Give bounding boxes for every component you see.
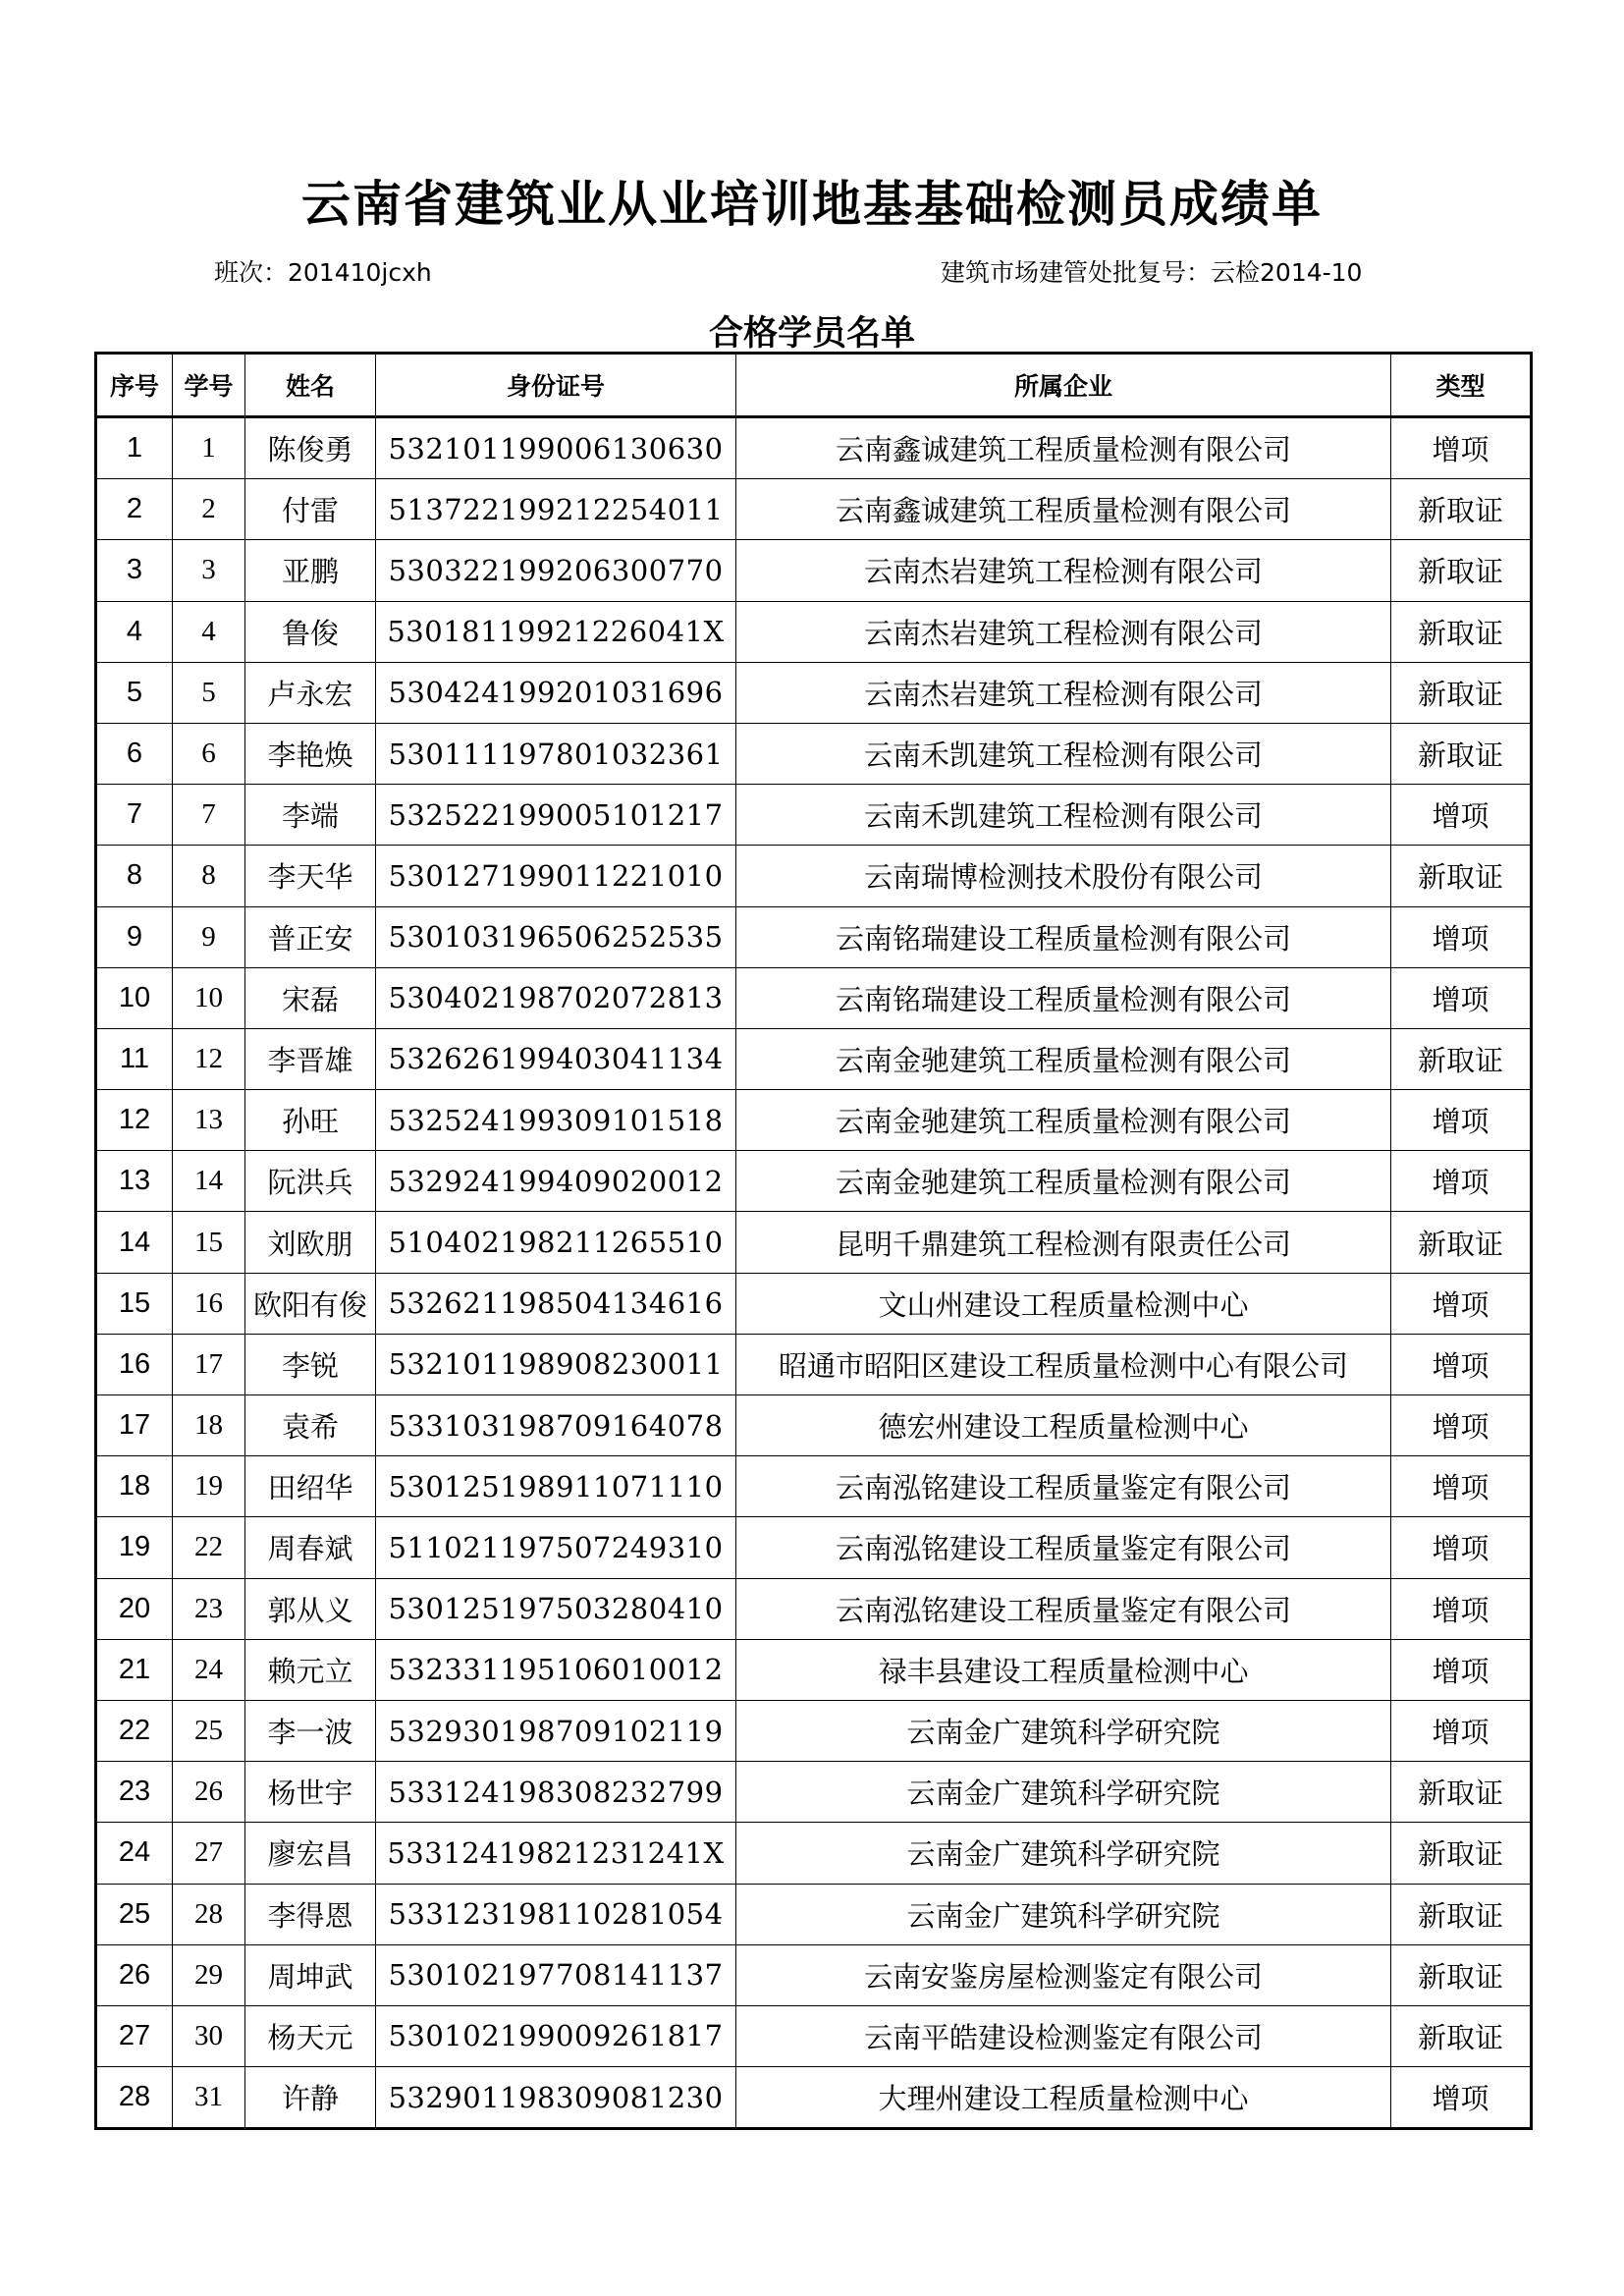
cell-company: 云南金广建筑科学研究院 <box>736 1762 1391 1823</box>
cell-id-number: 532924199409020012 <box>376 1151 736 1212</box>
cell-company: 云南泓铭建设工程质量鉴定有限公司 <box>736 1456 1391 1517</box>
cell-type: 新取证 <box>1391 723 1532 784</box>
cell-id-number: 532621198504134616 <box>376 1273 736 1334</box>
cell-type: 新取证 <box>1391 1762 1532 1823</box>
approval-label: 建筑市场建管处批复号：云检2014-10 <box>941 258 1363 287</box>
cell-name: 李锐 <box>245 1334 376 1394</box>
table-row <box>96 2005 1532 2066</box>
cell-company: 云南杰岩建筑工程检测有限公司 <box>736 540 1391 601</box>
table-row <box>96 1700 1532 1761</box>
header-row <box>96 354 1532 417</box>
cell-type: 增项 <box>1391 785 1532 846</box>
cell-id-number: 530424199201031696 <box>376 662 736 723</box>
cell-type: 新取证 <box>1391 1212 1532 1273</box>
cell-type: 增项 <box>1391 417 1532 479</box>
cell-student-no: 30 <box>173 2005 245 2066</box>
cell-student-no: 16 <box>173 1273 245 1334</box>
cell-company: 云南禾凯建筑工程检测有限公司 <box>736 785 1391 846</box>
cell-type: 新取证 <box>1391 540 1532 601</box>
cell-student-no: 18 <box>173 1395 245 1456</box>
table-row <box>96 1823 1532 1884</box>
cell-name: 许静 <box>245 2067 376 2129</box>
cell-seq: 27 <box>96 2005 173 2066</box>
cell-student-no: 22 <box>173 1517 245 1578</box>
header-company: 所属企业 <box>736 354 1391 417</box>
cell-type: 增项 <box>1391 2067 1532 2129</box>
table-row <box>96 1578 1532 1639</box>
cell-id-number: 530402198702072813 <box>376 967 736 1028</box>
cell-company: 云南鑫诚建筑工程质量检测有限公司 <box>736 417 1391 479</box>
cell-type: 增项 <box>1391 1273 1532 1334</box>
cell-company: 云南鑫诚建筑工程质量检测有限公司 <box>736 479 1391 540</box>
cell-company: 云南金广建筑科学研究院 <box>736 1700 1391 1761</box>
cell-id-number: 533123198110281054 <box>376 1884 736 1944</box>
cell-seq: 23 <box>96 1762 173 1823</box>
cell-type: 新取证 <box>1391 1944 1532 2005</box>
cell-company: 德宏州建设工程质量检测中心 <box>736 1395 1391 1456</box>
cell-name: 刘欧朋 <box>245 1212 376 1273</box>
cell-seq: 4 <box>96 601 173 662</box>
table-row <box>96 846 1532 906</box>
cell-seq: 9 <box>96 906 173 967</box>
table-row <box>96 785 1532 846</box>
cell-id-number: 530102199009261817 <box>376 2005 736 2066</box>
table-row <box>96 1517 1532 1578</box>
cell-id-number: 532524199309101518 <box>376 1090 736 1151</box>
cell-type: 新取证 <box>1391 2005 1532 2066</box>
cell-id-number: 511021197507249310 <box>376 1517 736 1578</box>
cell-id-number: 532522199005101217 <box>376 785 736 846</box>
cell-name: 杨天元 <box>245 2005 376 2066</box>
cell-id-number: 530322199206300770 <box>376 540 736 601</box>
cell-student-no: 27 <box>173 1823 245 1884</box>
cell-type: 增项 <box>1391 1517 1532 1578</box>
cell-id-number: 533124198308232799 <box>376 1762 736 1823</box>
cell-name: 陈俊勇 <box>245 417 376 479</box>
cell-name: 杨世宇 <box>245 1762 376 1823</box>
cell-student-no: 4 <box>173 601 245 662</box>
cell-id-number: 530127199011221010 <box>376 846 736 906</box>
cell-name: 李艳焕 <box>245 723 376 784</box>
cell-name: 付雷 <box>245 479 376 540</box>
cell-company: 云南禾凯建筑工程检测有限公司 <box>736 723 1391 784</box>
cell-company: 云南金驰建筑工程质量检测有限公司 <box>736 1090 1391 1151</box>
cell-name: 阮洪兵 <box>245 1151 376 1212</box>
cell-id-number: 530102197708141137 <box>376 1944 736 2005</box>
cell-name: 郭从义 <box>245 1578 376 1639</box>
cell-student-no: 28 <box>173 1884 245 1944</box>
table-row <box>96 1334 1532 1394</box>
cell-company: 云南金驰建筑工程质量检测有限公司 <box>736 1028 1391 1089</box>
cell-student-no: 1 <box>173 417 245 479</box>
cell-type: 新取证 <box>1391 846 1532 906</box>
cell-student-no: 17 <box>173 1334 245 1394</box>
cell-name: 廖宏昌 <box>245 1823 376 1884</box>
cell-type: 新取证 <box>1391 479 1532 540</box>
cell-student-no: 26 <box>173 1762 245 1823</box>
cell-name: 李天华 <box>245 846 376 906</box>
cell-type: 增项 <box>1391 1700 1532 1761</box>
cell-seq: 3 <box>96 540 173 601</box>
cell-type: 增项 <box>1391 1456 1532 1517</box>
cell-company: 云南杰岩建筑工程检测有限公司 <box>736 601 1391 662</box>
table-row <box>96 1395 1532 1456</box>
document-title: 云南省建筑业从业培训地基基础检测员成绩单 <box>301 176 1323 233</box>
cell-type: 新取证 <box>1391 601 1532 662</box>
table-row <box>96 540 1532 601</box>
cell-id-number: 530103196506252535 <box>376 906 736 967</box>
cell-id-number: 532331195106010012 <box>376 1639 736 1700</box>
table-row <box>96 1151 1532 1212</box>
cell-name: 宋磊 <box>245 967 376 1028</box>
table-row <box>96 662 1532 723</box>
cell-type: 增项 <box>1391 1639 1532 1700</box>
cell-id-number: 513722199212254011 <box>376 479 736 540</box>
cell-student-no: 15 <box>173 1212 245 1273</box>
cell-seq: 22 <box>96 1700 173 1761</box>
cell-type: 新取证 <box>1391 1823 1532 1884</box>
cell-company: 云南金广建筑科学研究院 <box>736 1884 1391 1944</box>
cell-seq: 5 <box>96 662 173 723</box>
class-label: 班次：201410jcxh <box>214 258 432 287</box>
cell-student-no: 7 <box>173 785 245 846</box>
cell-student-no: 19 <box>173 1456 245 1517</box>
cell-name: 李端 <box>245 785 376 846</box>
header-type: 类型 <box>1391 354 1532 417</box>
cell-name: 李一波 <box>245 1700 376 1761</box>
cell-name: 周坤武 <box>245 1944 376 2005</box>
cell-name: 鲁俊 <box>245 601 376 662</box>
table-row <box>96 417 1532 479</box>
cell-seq: 24 <box>96 1823 173 1884</box>
cell-seq: 28 <box>96 2067 173 2129</box>
cell-seq: 17 <box>96 1395 173 1456</box>
cell-id-number: 532101198908230011 <box>376 1334 736 1394</box>
cell-type: 增项 <box>1391 1334 1532 1394</box>
cell-student-no: 24 <box>173 1639 245 1700</box>
header-student-no: 学号 <box>173 354 245 417</box>
cell-company: 大理州建设工程质量检测中心 <box>736 2067 1391 2129</box>
table-row <box>96 1212 1532 1273</box>
cell-student-no: 31 <box>173 2067 245 2129</box>
cell-name: 亚鹏 <box>245 540 376 601</box>
cell-type: 新取证 <box>1391 662 1532 723</box>
cell-student-no: 6 <box>173 723 245 784</box>
cell-student-no: 2 <box>173 479 245 540</box>
cell-id-number: 533103198709164078 <box>376 1395 736 1456</box>
cell-company: 云南泓铭建设工程质量鉴定有限公司 <box>736 1517 1391 1578</box>
cell-id-number: 530111197801032361 <box>376 723 736 784</box>
cell-student-no: 8 <box>173 846 245 906</box>
cell-company: 云南杰岩建筑工程检测有限公司 <box>736 662 1391 723</box>
cell-company: 云南金广建筑科学研究院 <box>736 1823 1391 1884</box>
header-name: 姓名 <box>245 354 376 417</box>
cell-type: 增项 <box>1391 906 1532 967</box>
cell-name: 普正安 <box>245 906 376 967</box>
cell-seq: 25 <box>96 1884 173 1944</box>
cell-type: 新取证 <box>1391 1028 1532 1089</box>
cell-id-number: 530125197503280410 <box>376 1578 736 1639</box>
cell-seq: 16 <box>96 1334 173 1394</box>
cell-student-no: 23 <box>173 1578 245 1639</box>
cell-company: 云南泓铭建设工程质量鉴定有限公司 <box>736 1578 1391 1639</box>
header-id-number: 身份证号 <box>376 354 736 417</box>
table-row <box>96 1090 1532 1151</box>
cell-company: 云南铭瑞建设工程质量检测有限公司 <box>736 967 1391 1028</box>
cell-seq: 8 <box>96 846 173 906</box>
cell-student-no: 10 <box>173 967 245 1028</box>
cell-seq: 7 <box>96 785 173 846</box>
cell-student-no: 13 <box>173 1090 245 1151</box>
cell-seq: 26 <box>96 1944 173 2005</box>
cell-company: 禄丰县建设工程质量检测中心 <box>736 1639 1391 1700</box>
cell-company: 云南安鉴房屋检测鉴定有限公司 <box>736 1944 1391 2005</box>
cell-seq: 13 <box>96 1151 173 1212</box>
cell-seq: 14 <box>96 1212 173 1273</box>
cell-name: 李晋雄 <box>245 1028 376 1089</box>
cell-id-number: 532930198709102119 <box>376 1700 736 1761</box>
list-subtitle: 合格学员名单 <box>708 314 915 354</box>
cell-name: 赖元立 <box>245 1639 376 1700</box>
cell-student-no: 29 <box>173 1944 245 2005</box>
cell-type: 增项 <box>1391 967 1532 1028</box>
cell-company: 云南铭瑞建设工程质量检测有限公司 <box>736 906 1391 967</box>
cell-company: 云南平皓建设检测鉴定有限公司 <box>736 2005 1391 2066</box>
table-row <box>96 2067 1532 2129</box>
cell-id-number: 53018119921226041X <box>376 601 736 662</box>
cell-name: 李得恩 <box>245 1884 376 1944</box>
cell-seq: 21 <box>96 1639 173 1700</box>
cell-type: 增项 <box>1391 1090 1532 1151</box>
cell-seq: 12 <box>96 1090 173 1151</box>
table-row <box>96 1884 1532 1944</box>
cell-student-no: 9 <box>173 906 245 967</box>
table-row <box>96 601 1532 662</box>
cell-student-no: 12 <box>173 1028 245 1089</box>
header-seq: 序号 <box>96 354 173 417</box>
roster-table <box>94 352 1533 2130</box>
table-row <box>96 967 1532 1028</box>
cell-student-no: 5 <box>173 662 245 723</box>
table-row <box>96 479 1532 540</box>
cell-id-number: 53312419821231241X <box>376 1823 736 1884</box>
cell-seq: 18 <box>96 1456 173 1517</box>
table-row <box>96 1273 1532 1334</box>
table-row <box>96 1456 1532 1517</box>
cell-company: 云南金驰建筑工程质量检测有限公司 <box>736 1151 1391 1212</box>
cell-seq: 2 <box>96 479 173 540</box>
table-row <box>96 906 1532 967</box>
cell-student-no: 3 <box>173 540 245 601</box>
table-row <box>96 1762 1532 1823</box>
table-row <box>96 723 1532 784</box>
roster-body <box>96 417 1532 2129</box>
cell-seq: 15 <box>96 1273 173 1334</box>
cell-type: 增项 <box>1391 1578 1532 1639</box>
cell-company: 文山州建设工程质量检测中心 <box>736 1273 1391 1334</box>
table-row <box>96 1639 1532 1700</box>
cell-id-number: 530125198911071110 <box>376 1456 736 1517</box>
cell-id-number: 532901198309081230 <box>376 2067 736 2129</box>
cell-type: 增项 <box>1391 1395 1532 1456</box>
cell-student-no: 14 <box>173 1151 245 1212</box>
table-row <box>96 1028 1532 1089</box>
cell-name: 孙旺 <box>245 1090 376 1151</box>
cell-company: 昆明千鼎建筑工程检测有限责任公司 <box>736 1212 1391 1273</box>
cell-seq: 1 <box>96 417 173 479</box>
cell-name: 欧阳有俊 <box>245 1273 376 1334</box>
cell-type: 新取证 <box>1391 1884 1532 1944</box>
cell-name: 周春斌 <box>245 1517 376 1578</box>
cell-company: 云南瑞博检测技术股份有限公司 <box>736 846 1391 906</box>
cell-id-number: 532101199006130630 <box>376 417 736 479</box>
cell-seq: 6 <box>96 723 173 784</box>
cell-seq: 19 <box>96 1517 173 1578</box>
cell-seq: 20 <box>96 1578 173 1639</box>
cell-student-no: 25 <box>173 1700 245 1761</box>
cell-name: 田绍华 <box>245 1456 376 1517</box>
cell-id-number: 532626199403041134 <box>376 1028 736 1089</box>
cell-seq: 11 <box>96 1028 173 1089</box>
cell-seq: 10 <box>96 967 173 1028</box>
cell-type: 增项 <box>1391 1151 1532 1212</box>
cell-company: 昭通市昭阳区建设工程质量检测中心有限公司 <box>736 1334 1391 1394</box>
cell-name: 袁希 <box>245 1395 376 1456</box>
table-row <box>96 1944 1532 2005</box>
cell-id-number: 510402198211265510 <box>376 1212 736 1273</box>
cell-name: 卢永宏 <box>245 662 376 723</box>
